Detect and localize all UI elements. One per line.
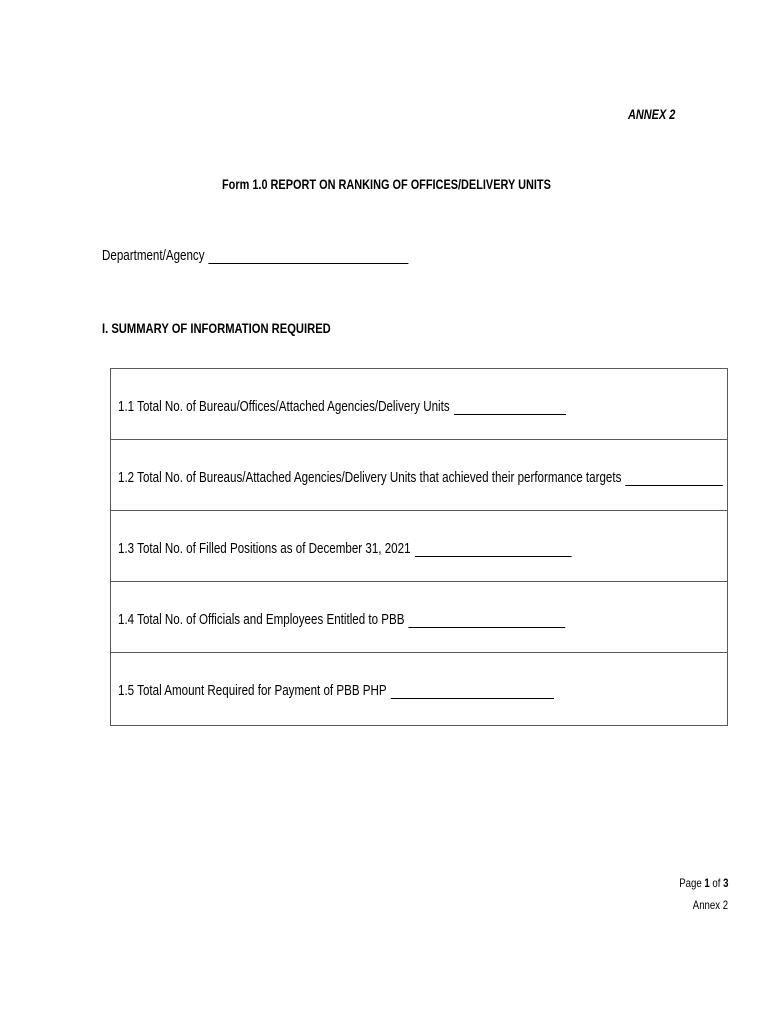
page-prefix: Page [678, 876, 704, 890]
summary-item-5-label: 1.5 Total Amount Required for Payment of PBB PHP [118, 683, 387, 699]
summary-table [110, 368, 728, 726]
section-heading: I. SUMMARY OF INFORMATION REQUIRED [102, 320, 331, 336]
summary-row [111, 369, 727, 440]
summary-item-3-label: 1.3 Total No. of Filled Positions as of December 31, 2021 [118, 541, 411, 557]
summary-item-5-field[interactable] [391, 684, 554, 699]
page-number [679, 876, 728, 890]
summary-item-1-label: 1.1 Total No. of Bureau/Offices/Attached Agencies/Delivery Units [118, 399, 450, 415]
summary-row [111, 440, 727, 511]
department-label: Department/Agency [102, 248, 205, 264]
summary-item-4-label: 1.4 Total No. of Officials and Employees Entitled to PBB [118, 612, 405, 628]
summary-item-2-field[interactable] [625, 471, 723, 486]
page-total: 3 [722, 876, 728, 890]
summary-item-3-field[interactable] [415, 542, 572, 557]
summary-row [111, 511, 727, 582]
summary-item-4-field[interactable] [409, 613, 566, 628]
form-title: Form 1.0 REPORT ON RANKING OF OFFICES/DELIVERY UNITS [222, 176, 551, 192]
summary-item-1-field[interactable] [454, 400, 566, 415]
summary-row [111, 582, 727, 653]
department-field[interactable] [209, 249, 409, 264]
footer-annex-label: Annex 2 [692, 898, 728, 912]
page-current: 1 [703, 876, 710, 890]
page-of: of [709, 876, 723, 890]
department-row [102, 248, 409, 264]
annex-heading: ANNEX 2 [628, 106, 676, 122]
summary-item-2-label: 1.2 Total No. of Bureaus/Attached Agencies/Delivery Units that achieved their performance targets [118, 470, 622, 486]
summary-row [111, 653, 727, 725]
